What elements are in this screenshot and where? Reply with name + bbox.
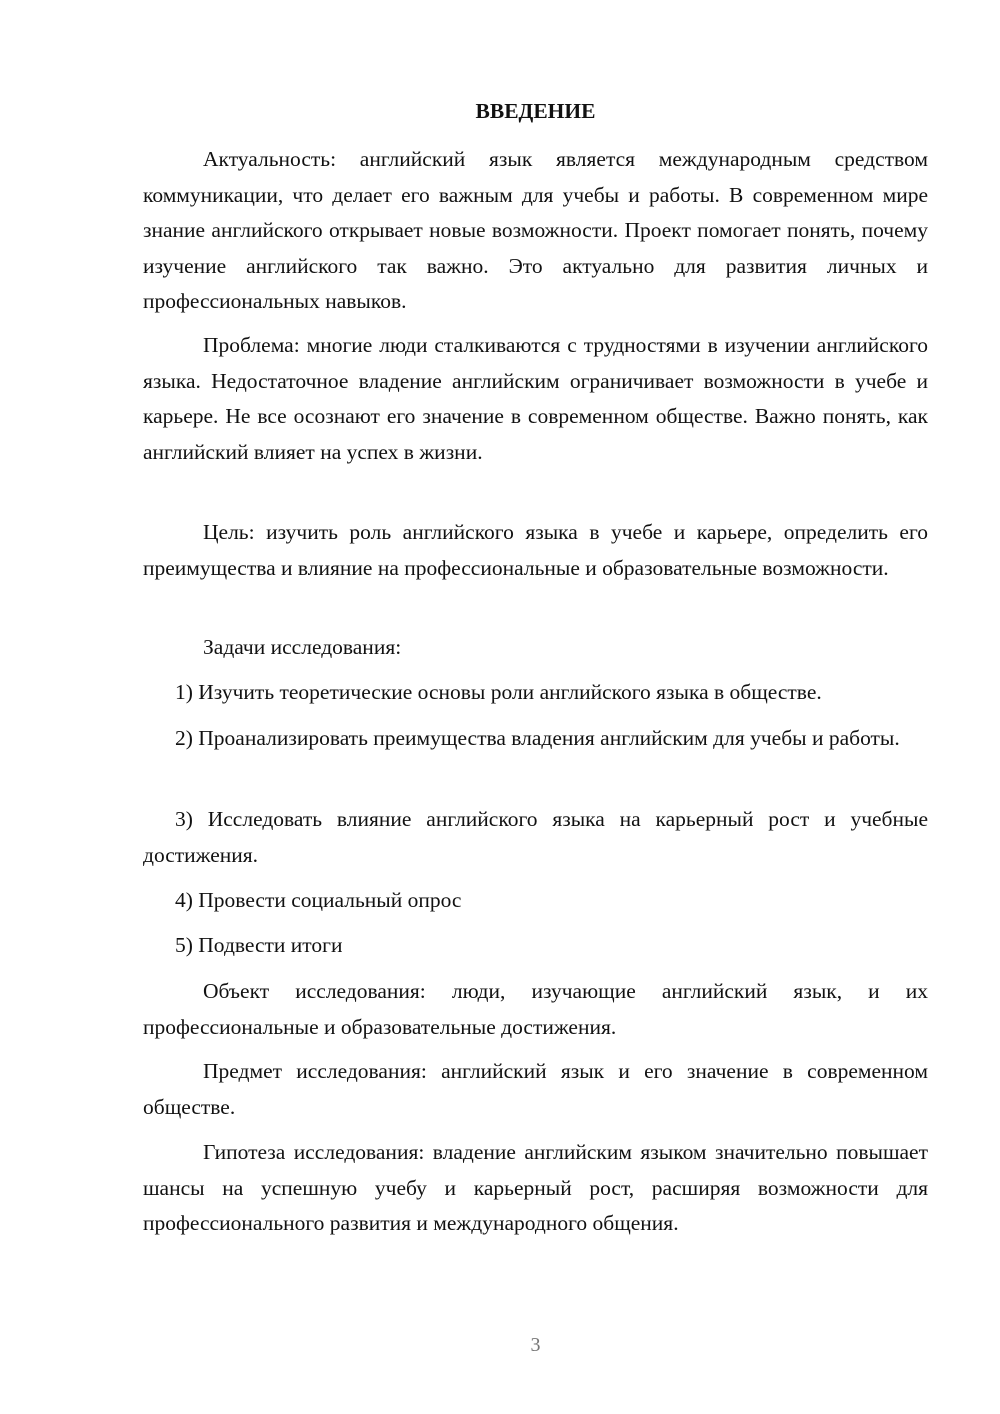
list-item-task-1: 1) Изучить теоретические основы роли английского языка в обществе. xyxy=(175,680,822,704)
paragraph-problem: Проблема: многие люди сталкиваются с трудностями в изучении английского языка. Недостаточное владение английским ограничивает возможности в учебе и карьере. Не все осознают его значение в современном обществе. Важно понять, как английский влияет на успех в жизни. xyxy=(143,333,928,464)
list-item-task-4: 4) Провести социальный опрос xyxy=(175,888,462,912)
paragraph-relevance: Актуальность: английский язык является международным средством коммуникации, что делает его важным для учебы и работы. В современном мире знание английского открывает новые возможности. Проект помогает понять, почему изучение английского так важно. Это актуально для развития личных и профессиональных навыков. xyxy=(143,147,928,313)
page-number: 3 xyxy=(530,1334,541,1356)
list-item-task-3: 3) Исследовать влияние английского языка на карьерный рост и учебные достижения. xyxy=(143,807,928,867)
paragraph-hypothesis: Гипотеза исследования: владение английским языком значительно повышает шансы на успешную учебу и карьерный рост, расширяя возможности для профессионального развития и международного общения. xyxy=(143,1140,928,1235)
list-item-task-5: 5) Подвести итоги xyxy=(175,933,343,957)
paragraph-subject: Предмет исследования: английский язык и его значение в современном обществе. xyxy=(143,1059,928,1119)
list-item-task-2: 2) Проанализировать преимущества владения английским для учебы и работы. xyxy=(175,726,900,750)
document-page xyxy=(143,0,928,1414)
paragraph-object: Объект исследования: люди, изучающие английский язык, и их профессиональные и образовательные достижения. xyxy=(143,979,928,1039)
paragraph-goal: Цель: изучить роль английского языка в учебе и карьере, определить его преимущества и влияние на профессиональные и образовательные возможности. xyxy=(143,520,928,580)
paragraph-tasks-title: Задачи исследования: xyxy=(203,635,402,659)
section-heading: ВВЕДЕНИЕ xyxy=(475,99,596,123)
